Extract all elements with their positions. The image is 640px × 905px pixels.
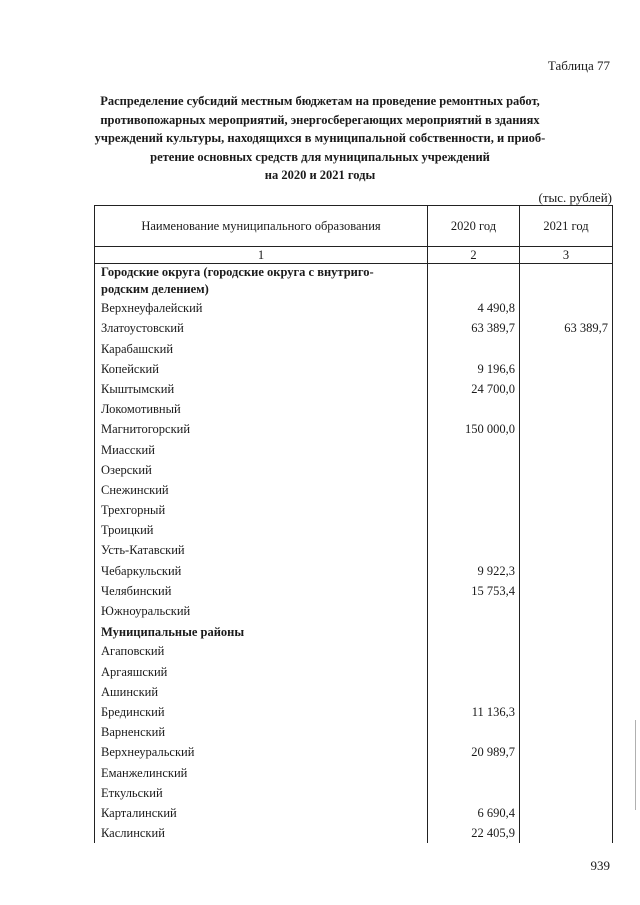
table-row bbox=[95, 560, 613, 580]
municipality-name-cell: Локомотивный bbox=[95, 399, 428, 419]
table-row bbox=[95, 762, 613, 782]
value-2020-cell: 20 989,7 bbox=[428, 742, 520, 762]
value-2020-cell: 22 405,9 bbox=[428, 823, 520, 843]
value-2021-cell bbox=[520, 621, 613, 641]
municipality-name-cell: Усть-Катавский bbox=[95, 540, 428, 560]
value-2020-cell bbox=[428, 439, 520, 459]
municipality-name-cell: Карабашский bbox=[95, 338, 428, 358]
table-row bbox=[95, 399, 613, 419]
value-2021-cell bbox=[520, 783, 613, 803]
municipality-name-cell: Троицкий bbox=[95, 520, 428, 540]
value-2021-cell bbox=[520, 419, 613, 439]
value-2020-cell: 6 690,4 bbox=[428, 803, 520, 823]
table-row bbox=[95, 500, 613, 520]
table-row bbox=[95, 581, 613, 601]
municipality-name-cell: Копейский bbox=[95, 359, 428, 379]
municipality-name-cell: Снежинский bbox=[95, 480, 428, 500]
table-row bbox=[95, 702, 613, 722]
table-row bbox=[95, 682, 613, 702]
column-header-2020: 2020 год bbox=[428, 206, 520, 247]
table-row bbox=[95, 601, 613, 621]
value-2021-cell bbox=[520, 722, 613, 742]
value-2020-cell bbox=[428, 722, 520, 742]
value-2021-cell bbox=[520, 480, 613, 500]
table-label: Таблица 77 bbox=[547, 58, 610, 73]
municipality-name-cell: Чебаркульский bbox=[95, 560, 428, 580]
value-2021-cell bbox=[520, 762, 613, 782]
municipality-name-cell: Озерский bbox=[95, 460, 428, 480]
value-2021-cell bbox=[520, 500, 613, 520]
column-number: 2 bbox=[428, 247, 520, 264]
table-row bbox=[95, 722, 613, 742]
value-2020-cell bbox=[428, 399, 520, 419]
value-2020-cell bbox=[428, 783, 520, 803]
value-2021-cell bbox=[520, 661, 613, 681]
municipality-name-cell: Верхнеуральский bbox=[95, 742, 428, 762]
column-header-name: Наименование муниципального образования bbox=[95, 206, 428, 247]
value-2020-cell: 9 922,3 bbox=[428, 560, 520, 580]
municipality-name-cell: Городские округа (городские округа с внутриго-родским делением) bbox=[95, 264, 428, 299]
value-2020-cell bbox=[428, 621, 520, 641]
value-2021-cell bbox=[520, 338, 613, 358]
municipality-name-cell: Карталинский bbox=[95, 803, 428, 823]
value-2021-cell bbox=[520, 682, 613, 702]
municipality-name-cell: Южноуральский bbox=[95, 601, 428, 621]
value-2021-cell bbox=[520, 359, 613, 379]
table-row bbox=[95, 318, 613, 338]
section-row bbox=[95, 264, 613, 299]
municipality-name-cell: Еманжелинский bbox=[95, 762, 428, 782]
municipality-name-cell: Варненский bbox=[95, 722, 428, 742]
municipality-name-cell: Златоустовский bbox=[95, 318, 428, 338]
table-body bbox=[95, 264, 613, 844]
document-title bbox=[80, 92, 560, 185]
municipality-name-cell: Брединский bbox=[95, 702, 428, 722]
table-row bbox=[95, 439, 613, 459]
table-row bbox=[95, 338, 613, 358]
municipality-name-cell: Миасский bbox=[95, 439, 428, 459]
table-row bbox=[95, 480, 613, 500]
value-2021-cell bbox=[520, 560, 613, 580]
value-2020-cell bbox=[428, 338, 520, 358]
table-row bbox=[95, 742, 613, 762]
column-number: 1 bbox=[95, 247, 428, 264]
value-2021-cell bbox=[520, 581, 613, 601]
municipality-name-cell: Челябинский bbox=[95, 581, 428, 601]
municipality-name-cell: Ашинский bbox=[95, 682, 428, 702]
value-2020-cell bbox=[428, 480, 520, 500]
value-2020-cell: 11 136,3 bbox=[428, 702, 520, 722]
value-2020-cell: 4 490,8 bbox=[428, 298, 520, 318]
table-header-row bbox=[95, 206, 613, 247]
table-row bbox=[95, 783, 613, 803]
municipality-name-cell: Аргаяшский bbox=[95, 661, 428, 681]
table-row bbox=[95, 540, 613, 560]
title-line: противопожарных мероприятий, энергосберегающих мероприятий в зданиях bbox=[100, 112, 540, 127]
value-2020-cell: 24 700,0 bbox=[428, 379, 520, 399]
table-row bbox=[95, 661, 613, 681]
value-2021-cell bbox=[520, 379, 613, 399]
page-number: 939 bbox=[590, 858, 610, 873]
municipality-name-cell: Трехгорный bbox=[95, 500, 428, 520]
value-2020-cell: 9 196,6 bbox=[428, 359, 520, 379]
value-2021-cell bbox=[520, 399, 613, 419]
value-2021-cell: 63 389,7 bbox=[520, 318, 613, 338]
subsidy-table bbox=[94, 205, 613, 843]
value-2021-cell bbox=[520, 298, 613, 318]
value-2021-cell bbox=[520, 439, 613, 459]
municipality-name-cell: Верхнеуфалейский bbox=[95, 298, 428, 318]
value-2020-cell bbox=[428, 520, 520, 540]
value-2020-cell bbox=[428, 641, 520, 661]
section-row bbox=[95, 621, 613, 641]
value-2021-cell bbox=[520, 803, 613, 823]
table-row bbox=[95, 803, 613, 823]
municipality-name-cell: Каслинский bbox=[95, 823, 428, 843]
table-row bbox=[95, 298, 613, 318]
value-2020-cell bbox=[428, 540, 520, 560]
table-row bbox=[95, 520, 613, 540]
value-2021-cell bbox=[520, 460, 613, 480]
title-line: ретение основных средств для муниципальных учреждений bbox=[150, 149, 490, 164]
table-row bbox=[95, 419, 613, 439]
value-2021-cell bbox=[520, 742, 613, 762]
value-2020-cell: 150 000,0 bbox=[428, 419, 520, 439]
margin-mark bbox=[635, 720, 636, 810]
municipality-name-cell: Муниципальные районы bbox=[95, 621, 428, 641]
table-row bbox=[95, 359, 613, 379]
value-2021-cell bbox=[520, 540, 613, 560]
table-row bbox=[95, 379, 613, 399]
title-line: на 2020 и 2021 годы bbox=[264, 168, 376, 182]
column-header-2021: 2021 год bbox=[520, 206, 613, 247]
value-2021-cell bbox=[520, 702, 613, 722]
value-2020-cell bbox=[428, 682, 520, 702]
value-2020-cell bbox=[428, 601, 520, 621]
municipality-name-cell: Магнитогорский bbox=[95, 419, 428, 439]
value-2021-cell bbox=[520, 823, 613, 843]
table-row bbox=[95, 641, 613, 661]
value-2021-cell bbox=[520, 601, 613, 621]
municipality-name-cell: Кыштымский bbox=[95, 379, 428, 399]
title-line: учреждений культуры, находящихся в муниципальной собственности, и приоб- bbox=[94, 131, 546, 145]
value-2020-cell bbox=[428, 762, 520, 782]
value-2021-cell bbox=[520, 264, 613, 299]
value-2021-cell bbox=[520, 520, 613, 540]
municipality-name-cell: Еткульский bbox=[95, 783, 428, 803]
value-2020-cell: 15 753,4 bbox=[428, 581, 520, 601]
units-note: (тыс. рублей) bbox=[538, 190, 612, 205]
value-2020-cell: 63 389,7 bbox=[428, 318, 520, 338]
column-number: 3 bbox=[520, 247, 613, 264]
title-line: Распределение субсидий местным бюджетам на проведение ремонтных работ, bbox=[100, 94, 540, 108]
value-2020-cell bbox=[428, 264, 520, 299]
value-2020-cell bbox=[428, 460, 520, 480]
table-row bbox=[95, 823, 613, 843]
municipality-name-cell: Агаповский bbox=[95, 641, 428, 661]
value-2020-cell bbox=[428, 661, 520, 681]
value-2020-cell bbox=[428, 500, 520, 520]
column-number-row bbox=[95, 247, 613, 264]
table-row bbox=[95, 460, 613, 480]
value-2021-cell bbox=[520, 641, 613, 661]
